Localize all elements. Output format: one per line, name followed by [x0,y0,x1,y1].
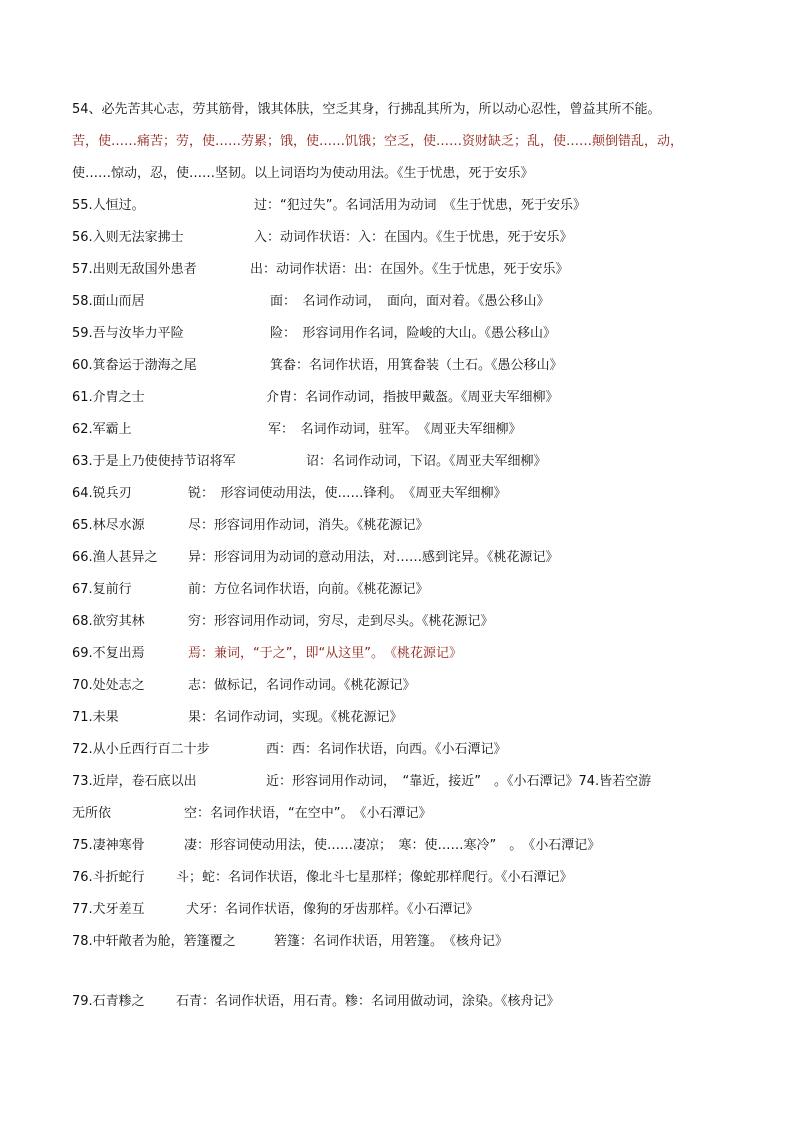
entry-phrase: 78.中轩敞者为舱，箬篷覆之 [72,934,236,949]
entry-phrase: 57.出则无敌国外患者 [72,262,197,277]
entry-phrase: 72.从小丘西行百二十步 [72,742,210,757]
entry-note: 锐： 形容词使动用法，使……锋利。 《周亚夫军细柳》 [188,486,507,501]
entry-note: 面： 名词作动词， 面向，面对着。《愚公移山》 [270,294,550,309]
entry-78 [72,931,734,953]
entry-76 [72,867,734,889]
entry-54-explanation-1 [72,131,734,153]
entry-text: 使……惊动，忍，使……坚韧。以上词语均为使动用法。《生于忧患，死于安乐》 [72,166,534,181]
entry-73 [72,771,734,793]
entry-75 [72,835,734,857]
entry-phrase: 56.入则无法家拂士 [72,230,184,245]
entry-note: 穷：形容词用作动词，穷尽，走到尽头。《桃花源记》 [188,614,494,629]
entry-text: 54、必先苦其心志，劳其筋骨，饿其体肤，空乏其身，行拂乱其所为，所以动心忍性，曾益其所不能。 [72,102,661,117]
entry-note: 诏：名词作动词，下诏。《周亚夫军细柳》 [306,454,547,469]
entry-note: 过：“犯过失”。名词活用为动词 《生于忧患，死于安乐》 [254,198,586,213]
entry-note: 志：做标记，名词作动词。《桃花源记》 [188,678,416,693]
entry-phrase: 73.近岸，卷石底以出 [72,774,197,789]
entry-note: 斗；蛇：名词作状语，像北斗七星那样；像蛇那样爬行。《小石潭记》 [176,870,573,885]
entry-note: 箕畚：名词作状语，用箕畚装（土石。《愚公移山》 [270,358,563,373]
entry-phrase: 77.犬牙差互 [72,902,145,917]
entry-phrase: 75.凄神寒骨 [72,838,145,853]
entry-phrase: 64.锐兵刃 [72,486,132,501]
entry-note: 介胄：名词作动词，指披甲戴盔。《周亚夫军细柳》 [266,390,559,405]
entry-60 [72,355,734,377]
entry-phrase: 67.复前行 [72,582,132,597]
entry-72 [72,739,734,761]
entry-note: 军： 名词作动词，驻军。 《周亚夫军细柳》 [268,422,522,437]
entry-phrase: 61.介胄之士 [72,390,145,405]
entry-phrase: 79.石青糁之 [72,994,145,1009]
entry-70 [72,675,734,697]
entry-note: 前：方位名词作状语，向前。《桃花源记》 [188,582,429,597]
entry-note: 空：名词作状语，“在空中”。 《小石潭记》 [184,806,432,821]
entry-note: 入：动词作状语：入：在国内。《生于忧患，死于安乐》 [254,230,573,245]
entry-79 [72,991,734,1013]
entry-note: 险： 形容词用作名词，险峻的大山。《愚公移山》 [270,326,557,341]
entry-phrase: 66.渔人甚异之 [72,550,158,565]
entry-55 [72,195,734,217]
entry-phrase: 59.吾与汝毕力平险 [72,326,184,341]
entry-phrase: 70.处处志之 [72,678,145,693]
entry-57 [72,259,734,281]
entry-phrase: 76.斗折蛇行 [72,870,145,885]
entry-note: 异：形容词用为动词的意动用法，对……感到诧异。《桃花源记》 [188,550,559,565]
entry-68 [72,611,734,633]
entry-66 [72,547,734,569]
entry-58 [72,291,734,313]
entry-62 [72,419,734,441]
entry-note: 焉：兼词，“于之”，即“从这里”。 《桃花源记》 [188,646,462,661]
entry-phrase: 63.于是上乃使使持节诏将军 [72,454,236,469]
entry-54 [72,99,734,121]
entry-64 [72,483,734,505]
entry-note: 箬篷：名词作状语，用箬篷。 《核舟记》 [274,934,509,949]
entry-77 [72,899,734,921]
entry-note: 尽：形容词用作动词，消失。《桃花源记》 [188,518,429,533]
entry-63 [72,451,734,473]
entry-56 [72,227,734,249]
entry-phrase: 69.不复出焉 [72,646,145,661]
entry-note: 近：形容词用作动词， “靠近，接近” 。《小石潭记》74.皆若空游 [266,774,652,789]
entry-note: 出：动词作状语：出：在国外。《生于忧患，死于安乐》 [250,262,569,277]
entry-phrase: 65.林尽水源 [72,518,145,533]
entry-61 [72,387,734,409]
entry-65 [72,515,734,537]
entry-note: 西：西：名词作状语，向西。《小石潭记》 [266,742,507,757]
entry-note: 石青：名词作状语，用石青。糁：名词用做动词，涂染。《核舟记》 [176,994,560,1009]
entry-69 [72,643,734,665]
entry-note: 凄：形容词使动用法，使……凄凉； 寒：使……寒冷” 。 《小石潭记》 [184,838,601,853]
entry-phrase: 68.欲穷其林 [72,614,145,629]
entry-67 [72,579,734,601]
entry-text: 苦，使……痛苦；劳，使……劳累；饿，使……饥饿；空乏，使……资财缺乏；乱，使……颠倒错乱，动， [72,134,684,149]
entry-71 [72,707,734,729]
entry-phrase: 58.面山而居 [72,294,145,309]
entry-phrase: 71.未果 [72,710,119,725]
entry-note: 犬牙：名词作状语，像狗的牙齿那样。《小石潭记》 [186,902,479,917]
entry-note: 果：名词作动词，实现。《桃花源记》 [188,710,403,725]
entry-phrase: 62.军霸上 [72,422,132,437]
entry-54-explanation-2 [72,163,734,185]
entry-phrase: 60.箕畚运于渤海之尾 [72,358,197,373]
entry-74-continued [72,803,734,825]
entry-59 [72,323,734,345]
entry-phrase: 无所依 [72,806,112,821]
entry-phrase: 55.人恒过。 [72,198,145,213]
